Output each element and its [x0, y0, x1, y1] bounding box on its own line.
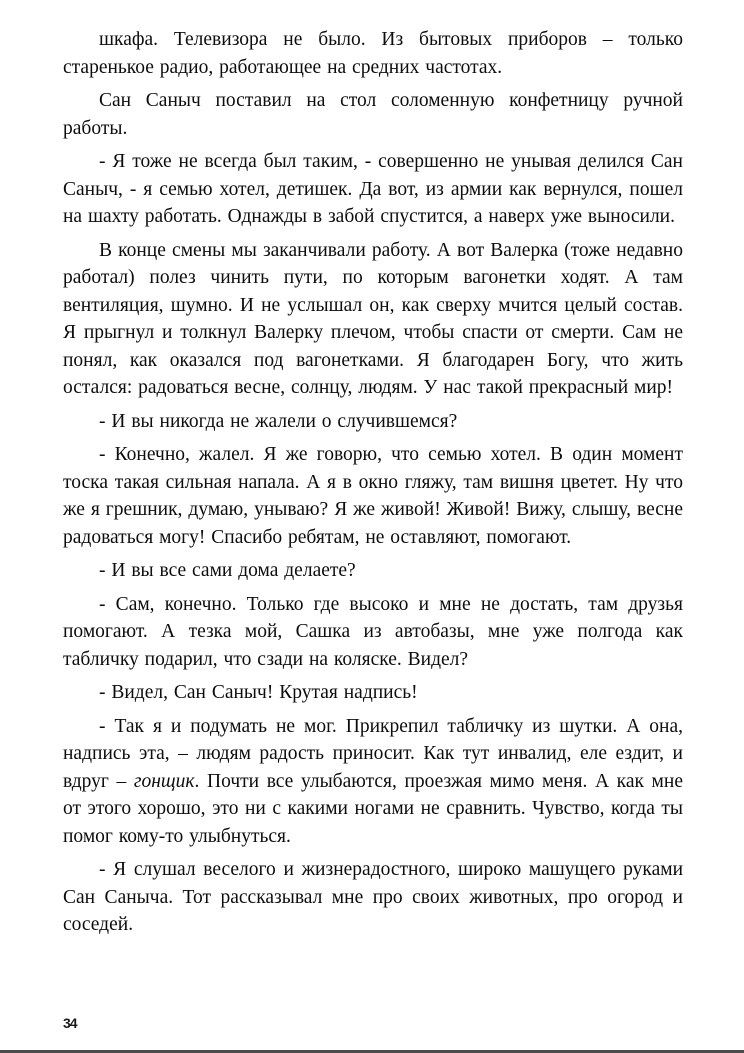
- paragraph-dialogue: - Я тоже не всегда был таким, - совершенно не унывая делился Сан Саныч, - я семью хотел, детишек. Да вот, из армии как вернулся, пошел на шахту работать. Однажды в забой спустится, а наверх уже выносили.: [63, 151, 683, 227]
- paragraph-dialogue: - И вы все сами дома делаете?: [99, 560, 356, 581]
- paragraph-dialogue: - Конечно, жалел. Я же говорю, что семью хотел. В один момент тоска такая сильная напала. А я в окно гляжу, там вишня цветет. Ну что же я грешник, думаю, унываю? Я же живой! Живой! Вижу, слышу, весне радоваться могу! Спасибо ребятам, не оставляют, помогают.: [63, 444, 683, 548]
- paragraph-italic-run: гонщик: [133, 770, 195, 792]
- paragraph-dialogue: - Видел, Сан Саныч! Крутая надпись!: [99, 682, 418, 703]
- paragraph-dialogue: - Я слушал веселого и жизнерадостного, широко машущего руками Сан Саныча. Тот рассказывал мне про своих животных, про огород и соседей.: [63, 859, 683, 935]
- paragraph-dialogue: - Сам, конечно. Только где высоко и мне не достать, там друзья помогают. А тезка мой, Сашка из автобазы, мне уже полгода как табличку подарил, что сзади на коляске. Видел?: [63, 593, 683, 670]
- page-text: [63, 26, 683, 939]
- paragraph-dialogue: [63, 713, 683, 851]
- paragraph-text-run: - Так я и подумать не мог. Прикрепил табличку из шутки. А она, надпись эта, – людям радость приносит. Как тут инвалид, еле ездит, и вдруг –: [63, 715, 683, 792]
- paragraph: Сан Саныч поставил на стол соломенную конфетницу ручной работы.: [63, 90, 683, 139]
- paragraph: шкафа. Телевизора не было. Из бытовых приборов – только старенькое радио, работающее на средних частотах.: [63, 29, 683, 78]
- page-number: 34: [63, 1015, 77, 1031]
- paragraph-dialogue: - И вы никогда не жалели о случившемся?: [99, 410, 458, 432]
- paragraph: В конце смены мы заканчивали работу. А вот Валерка (тоже недавно работал) полез чинить пути, по которым вагонетки ходят. А там вентиляция, шумно. И не услышал он, как сверху мчится целый состав. Я прыгнул и толкнул Валерку плечом, чтобы спасти от смерти. Сам не понял, как оказался под вагонетками. Я благодарен Богу, что жить остался: радоваться весне, солнцу, людям. У нас такой прекрасный мир!: [63, 239, 683, 398]
- paragraph-text-run: . Почти все улыбаются, проезжая мимо меня. А как мне от этого хорошо, это ни с какими ногами не сравнить. Чувство, когда ты помог кому-то улыбнуться.: [63, 770, 683, 847]
